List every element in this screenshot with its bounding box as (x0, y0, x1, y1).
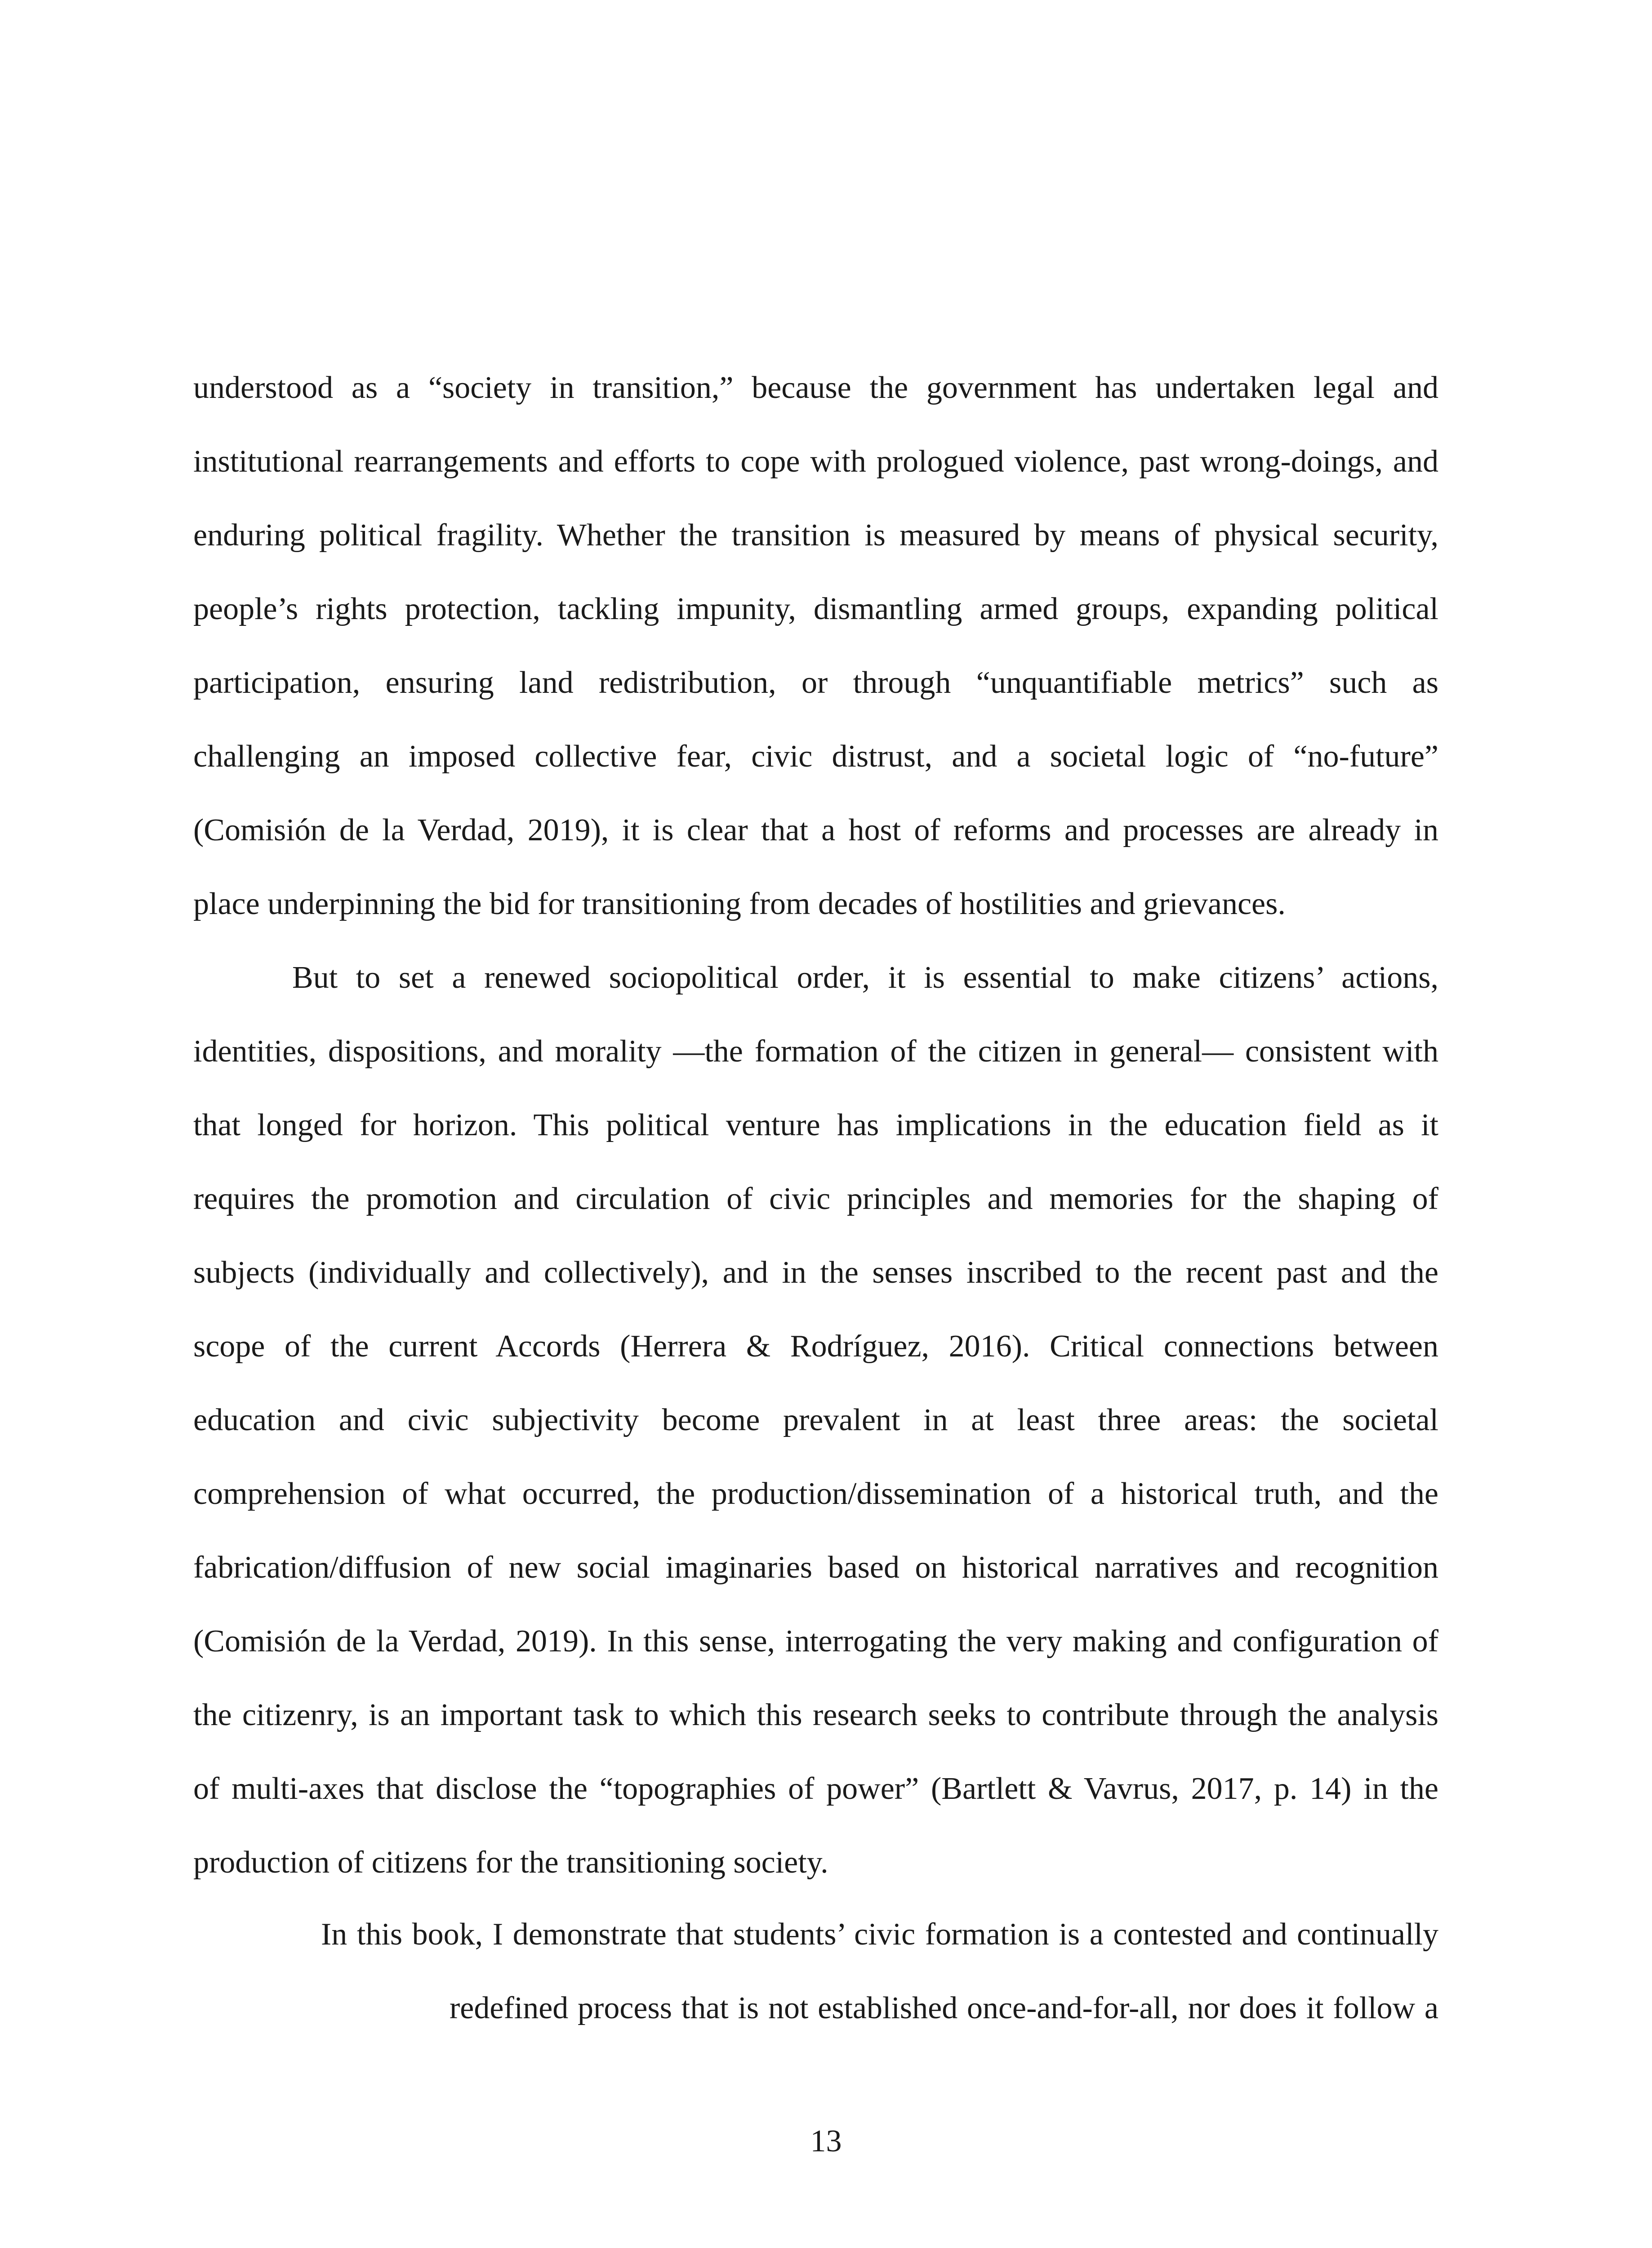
text-line: institutional rearrangements and efforts to cope with prologued violence, past wrong-doings, and (193, 444, 1438, 479)
text-line: requires the promotion and circulation of civic principles and memories for the shaping of (193, 1182, 1438, 1216)
text-line: comprehension of what occurred, the production/dissemination of a historical truth, and the (193, 1476, 1438, 1511)
text-line: people’s rights protection, tackling impunity, dismantling armed groups, expanding political (193, 592, 1438, 626)
text-line: education and civic subjectivity become prevalent in at least three areas: the societal (193, 1403, 1438, 1437)
text-line: In this book, I demonstrate that students’ civic formation is a contested and continually (321, 1917, 1438, 1952)
text-line: (Comisión de la Verdad, 2019). In this sense, interrogating the very making and configuration of (193, 1624, 1438, 1659)
text-line: But to set a renewed sociopolitical order, it is essential to make citizens’ actions, (292, 960, 1438, 995)
text-line: identities, dispositions, and morality —the formation of the citizen in general— consistent with (193, 1034, 1438, 1069)
text-line: participation, ensuring land redistribution, or through “unquantifiable metrics” such as (193, 665, 1438, 700)
text-line: understood as a “society in transition,” because the government has undertaken legal and (193, 370, 1438, 405)
text-line: redefined process that is not established once-and-for-all, nor does it follow a (450, 1991, 1438, 2025)
text-line: enduring political fragility. Whether the transition is measured by means of physical security, (193, 518, 1438, 553)
text-line: the citizenry, is an important task to which this research seeks to contribute through the analysis (193, 1698, 1438, 1732)
text-line: challenging an imposed collective fear, civic distrust, and a societal logic of “no-future” (193, 739, 1438, 774)
page-number: 13 (810, 2124, 842, 2159)
text-line: that longed for horizon. This political venture has implications in the education field as it (193, 1108, 1438, 1142)
text-line: of multi-axes that disclose the “topographies of power” (Bartlett & Vavrus, 2017, p. 14) in the (193, 1771, 1438, 1806)
text-line: fabrication/diffusion of new social imaginaries based on historical narratives and recognition (193, 1550, 1438, 1585)
text-line: place underpinning the bid for transitioning from decades of hostilities and grievances. (193, 887, 1286, 921)
text-line: scope of the current Accords (Herrera & Rodríguez, 2016). Critical connections between (193, 1329, 1438, 1364)
text-line: production of citizens for the transitioning society. (193, 1845, 828, 1880)
text-line: subjects (individually and collectively), and in the senses inscribed to the recent past and the (193, 1255, 1438, 1290)
text-line: (Comisión de la Verdad, 2019), it is clear that a host of reforms and processes are already in (193, 813, 1438, 847)
